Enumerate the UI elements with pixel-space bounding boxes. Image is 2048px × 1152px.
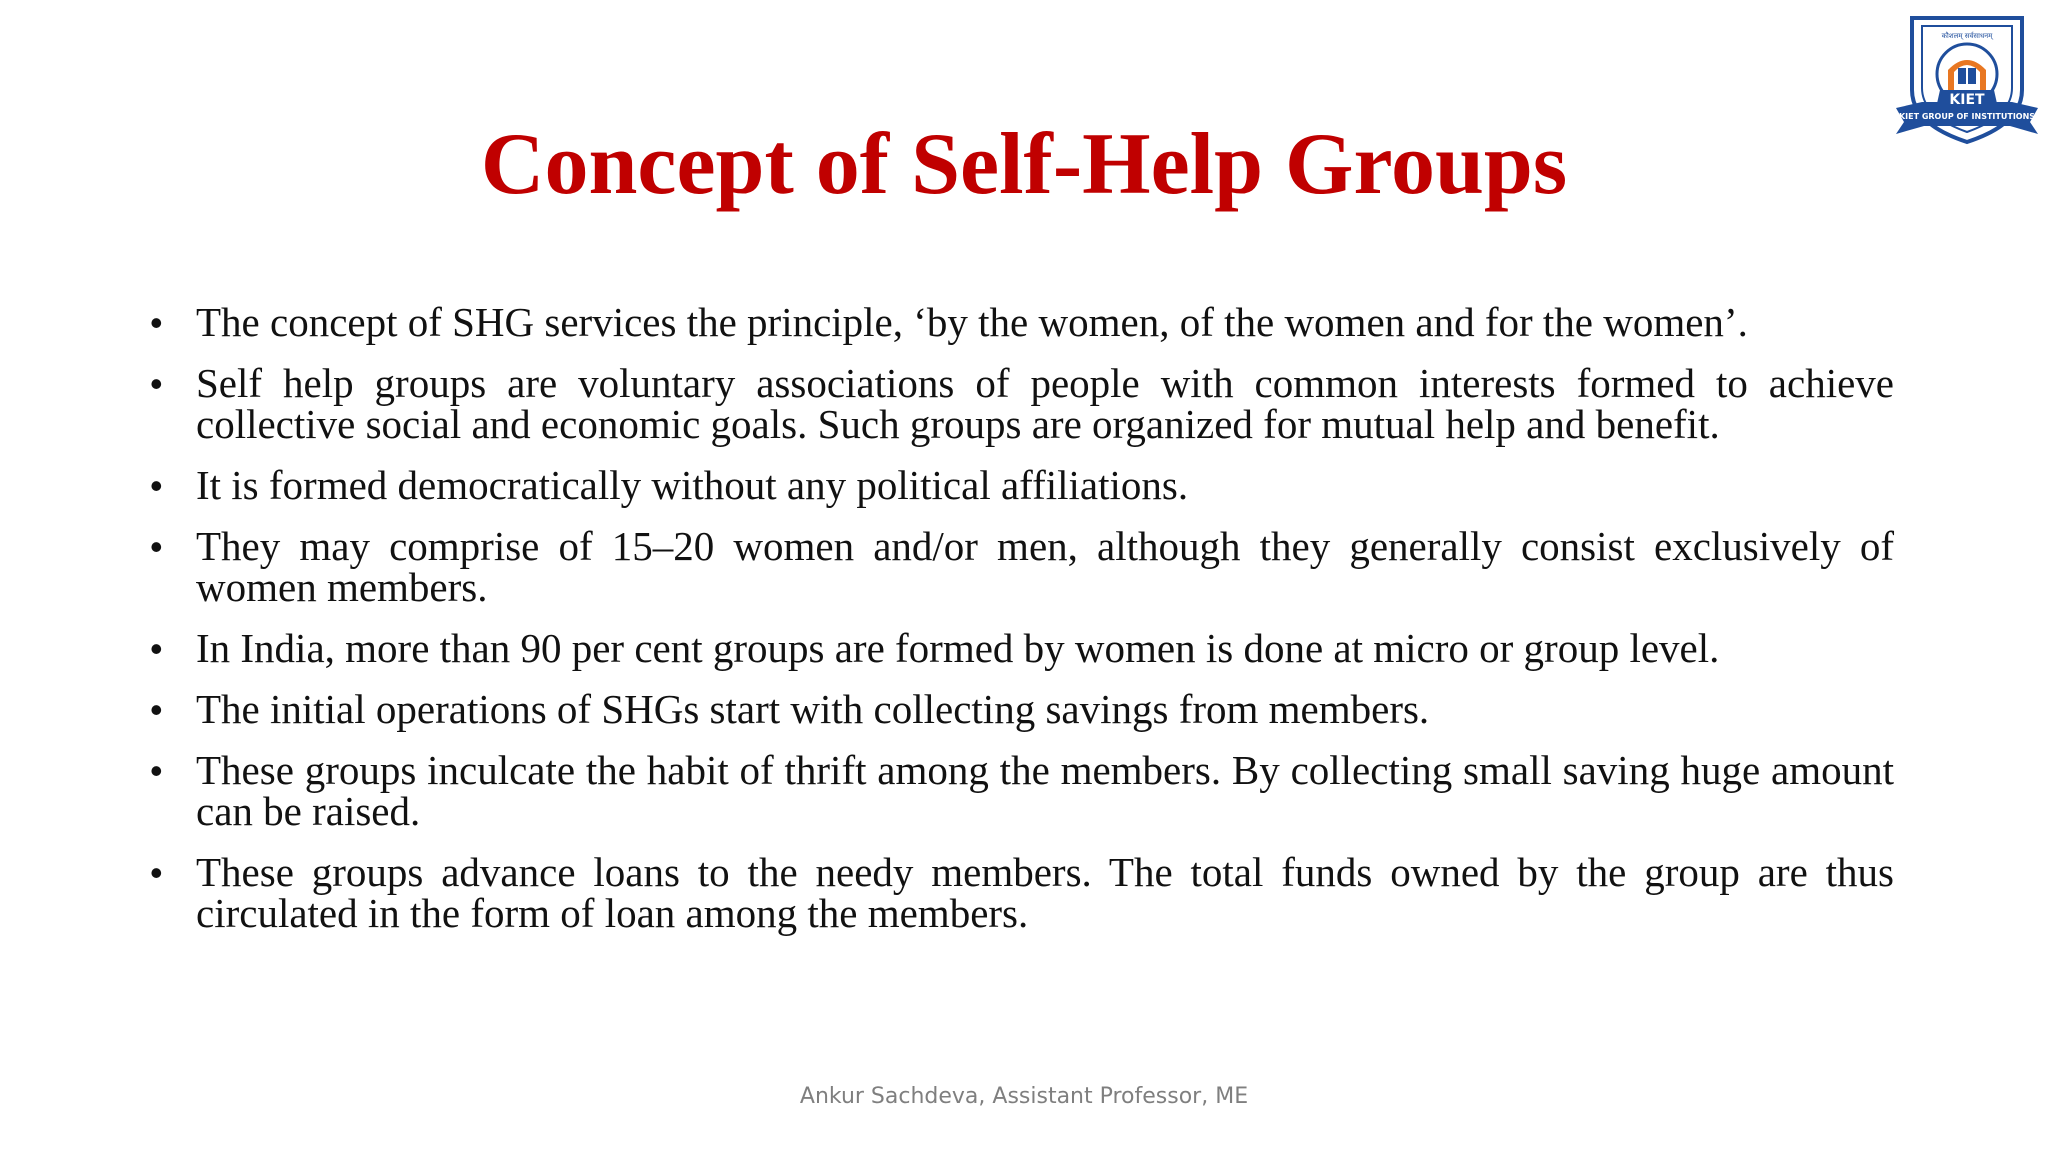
list-item xyxy=(150,462,1894,508)
list-item xyxy=(150,747,1894,834)
bullet-glyph: • xyxy=(150,363,163,404)
bullet-glyph: • xyxy=(150,750,163,791)
bullet-text: It is formed democratically without any political affiliations. xyxy=(196,462,1189,508)
list-item xyxy=(150,299,1894,345)
list-item xyxy=(150,360,1894,447)
logo-institution-name: KIET GROUP OF INSTITUTIONS xyxy=(1898,112,2036,121)
bullet-list xyxy=(150,299,1894,954)
bullet-text: They may comprise of 15–20 women and/or men, although they generally consist exclusively of women members. xyxy=(196,523,1894,610)
bullet-text: The concept of SHG services the principle, ‘by the women, of the women and for the women’. xyxy=(196,299,1748,345)
list-item xyxy=(150,523,1894,610)
bullet-glyph: • xyxy=(150,465,163,506)
logo-top-text: कौशलम् सर्वसाधनम् xyxy=(1941,32,1993,40)
list-item xyxy=(150,849,1894,936)
slide-footer: Ankur Sachdeva, Assistant Professor, ME xyxy=(799,1084,1249,1109)
logo-banner-text: KIET xyxy=(1949,92,1985,108)
bullet-glyph: • xyxy=(150,689,163,730)
bullet-glyph: • xyxy=(150,628,163,669)
list-item xyxy=(150,686,1894,732)
bullet-text: The initial operations of SHGs start with collecting savings from members. xyxy=(196,686,1430,732)
bullet-glyph: • xyxy=(150,526,163,567)
bullet-text: These groups inculcate the habit of thrift among the members. By collecting small saving huge amount can be raised. xyxy=(196,747,1894,834)
bullet-text: In India, more than 90 per cent groups are formed by women is done at micro or group level. xyxy=(196,625,1720,671)
bullet-text: These groups advance loans to the needy members. The total funds owned by the group are thus circulated in the form of loan among the members. xyxy=(196,849,1894,936)
bullet-glyph: • xyxy=(150,302,163,343)
slide-title: Concept of Self-Help Groups xyxy=(480,116,1568,213)
bullet-glyph: • xyxy=(150,852,163,893)
bullet-text: Self help groups are voluntary associations of people with common interests formed to achieve collective social and economic goals. Such groups are organized for mutual help and benefit. xyxy=(196,360,1894,447)
list-item xyxy=(150,625,1894,671)
